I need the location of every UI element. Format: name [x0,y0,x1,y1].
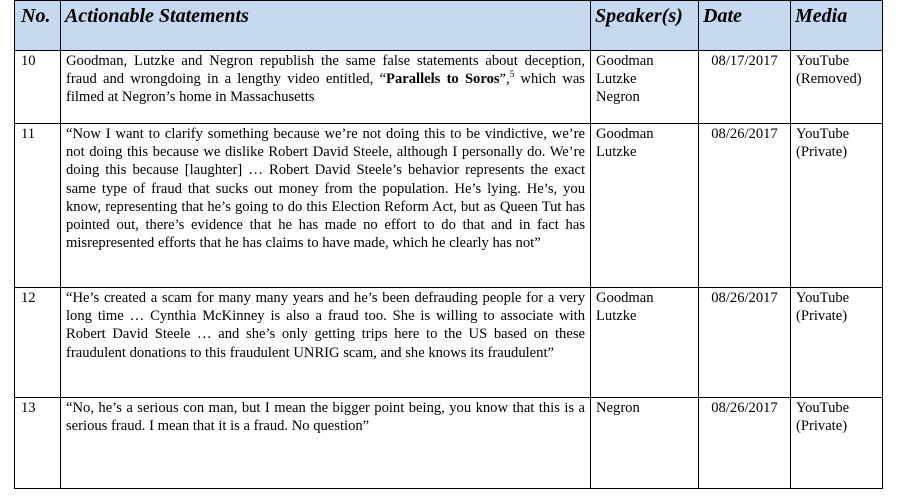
speakers-cell [591,124,699,288]
table-header-row [15,1,883,51]
table-row [15,124,883,288]
speakers-cell [591,398,699,489]
speaker-name: Goodman [596,126,654,142]
media-platform: YouTube [796,290,850,306]
row-number: 12 [15,288,61,398]
media-cell [791,124,883,288]
header-date: Date [699,1,791,51]
media-status: (Removed) [796,71,862,88]
speaker-name: Goodman [596,290,654,306]
media-cell [791,398,883,489]
statement-text: Goodman, Lutzke and Negron republish the same false statements about deception, fraud and wrongdoing in a lengthy video entitled, “ [66,53,585,88]
speaker-name: Negron [596,400,640,416]
header-no: No. [15,1,61,51]
statement-text: ”, [499,71,510,88]
row-number: 13 [15,398,61,489]
video-title: Parallels to Soros [386,71,500,88]
table-row [15,398,883,489]
media-platform: YouTube [796,126,850,142]
speaker-name: Lutzke [596,71,637,88]
speaker-name: Goodman [596,53,654,69]
speakers-cell [591,288,699,398]
actionable-statements-table [14,0,883,489]
date-cell: 08/26/2017 [699,398,791,489]
media-status: (Private) [796,144,848,161]
media-status: (Private) [796,418,848,435]
statement-cell: “No, he’s a serious con man, but I mean the bigger point being, you know that this is a serious fraud. I mean that it is a fraud. No question” [61,398,591,489]
date-cell: 08/26/2017 [699,124,791,288]
speaker-name: Negron [596,89,640,106]
media-platform: YouTube [796,53,850,69]
statement-cell: “He’s created a scam for many many years and he’s been defrauding people for a very long time … Cynthia McKinney is also a fraud too. She is willing to associate with Robert David Steele … and she’s only getting trips here to the US based on these fraudulent donations to this fraudulent UNRIG scam, and she knows its fraudulent” [61,288,591,398]
statement-cell: “Now I want to clarify something because we’re not doing this to be vindictive, we’re not doing this because we dislike Robert David Steele, although I personally do. We’re doing this because [laughter] … Robert David Steele’s behavior represents the exact same type of fraud that sucks out money from the population. He’s lying. He’s, you know, representing that he’s going to do this Election Reform Act, but as Queen Tut has pointed out, there’s evidence that he has made no effort to do that and in fact has misrepresented efforts that he has claims to have made, which he clearly has not” [61,124,591,288]
speaker-name: Lutzke [596,308,637,325]
date-cell: 08/17/2017 [699,51,791,124]
footnote-marker: 5 [509,69,515,80]
media-platform: YouTube [796,400,850,416]
row-number: 10 [15,51,61,124]
header-statements: Actionable Statements [61,1,591,51]
table-row [15,288,883,398]
media-status: (Private) [796,308,848,325]
speaker-name: Lutzke [596,144,637,161]
header-speakers: Speaker(s) [591,1,699,51]
row-number: 11 [15,124,61,288]
media-cell [791,288,883,398]
table-row [15,51,883,124]
header-media: Media [791,1,883,51]
statement-text: which was filmed at Negron’s home in Massachusetts [66,71,585,106]
date-cell: 08/26/2017 [699,288,791,398]
speakers-cell [591,51,699,124]
media-cell [791,51,883,124]
statement-cell [61,51,591,124]
